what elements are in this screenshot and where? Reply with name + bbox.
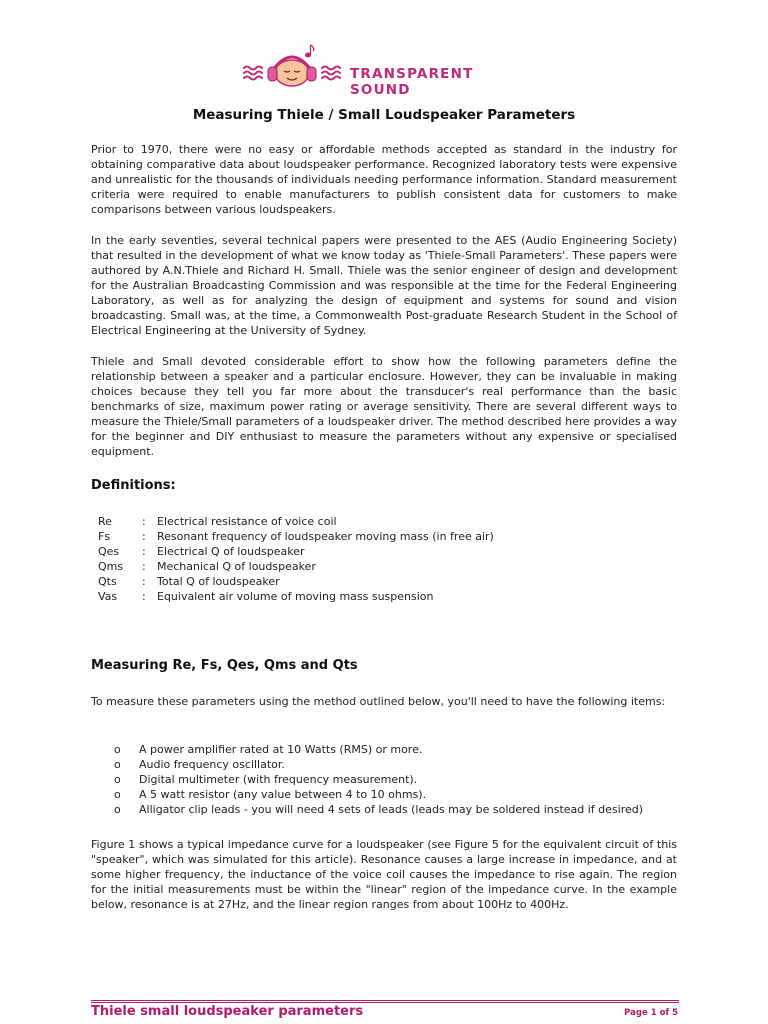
bullet-marker: o xyxy=(114,743,121,756)
history-paragraph: In the early seventies, several technical papers were presented to the AES (Audio Engineering Society) that resulted in the development of what we know today as 'Thiele-Small Parameters'. These papers were authored by A.N.Thiele and Richard H. Small. Thiele was the senior engineer of design and development for the Australian Broadcasting Commission and was responsible at the time for the Federal Engineering Laboratory, as well as for analyzing the design of equipment and systems for sound and vision broadcasting. Small was, at the time, a Commonwealth Post-graduate Research Student in the School of Electrical Engineering at the University of Sydney. xyxy=(91,234,677,337)
definition-row xyxy=(98,559,494,574)
definition-colon: : xyxy=(142,515,146,528)
measuring-heading: Measuring Re, Fs, Qes, Qms and Qts xyxy=(91,658,358,673)
definition-term: Re xyxy=(98,515,112,528)
list-item xyxy=(114,742,643,757)
definition-colon: : xyxy=(142,575,146,588)
list-item-text: Digital multimeter (with frequency measurement). xyxy=(139,773,418,786)
list-item-text: A 5 watt resistor (any value between 4 to 10 ohms). xyxy=(139,788,427,801)
list-item-text: Audio frequency oscillator. xyxy=(139,758,285,771)
footer-document-title: Thiele small loudspeaker parameters xyxy=(91,1004,364,1019)
definition-description: Equivalent air volume of moving mass suspension xyxy=(157,590,434,603)
footer-divider xyxy=(91,1000,679,1001)
definition-description: Electrical resistance of voice coil xyxy=(157,515,337,528)
list-item-text: A power amplifier rated at 10 Watts (RMS) or more. xyxy=(139,743,423,756)
definition-row xyxy=(98,529,494,544)
definition-term: Vas xyxy=(98,590,118,603)
footer-divider xyxy=(91,1002,679,1003)
equipment-list xyxy=(114,742,643,817)
impedance-paragraph: Figure 1 shows a typical impedance curve for a loudspeaker (see Figure 5 for the equivalent circuit of this "speaker", which was simulated for this article). Resonance causes a large increase in impedance, and at some higher frequency, the inductance of the voice coil causes the impedance to rise again. The region for the initial measurements must be within the "linear" region of the impedance curve. In the example below, resonance is at 27Hz, and the linear region ranges from about 100Hz to 400Hz. xyxy=(91,838,677,911)
definitions-list xyxy=(98,514,494,604)
brand-logo xyxy=(240,44,540,98)
list-item-text: Alligator clip leads - you will need 4 sets of leads (leads may be soldered instead if desired) xyxy=(139,803,644,816)
purpose-paragraph: Thiele and Small devoted considerable effort to show how the following parameters define the relationship between a speaker and a particular enclosure. However, they can be invaluable in making choices because they tell you far more about the transducer's real performance than the basic benchmarks of size, maximum power rating or average sensitivity. There are several different ways to measure the Thiele/Small parameters of a loudspeaker driver. The method described here provides a way for the beginner and DIY enthusiast to measure the parameters without any expensive or specialised equipment. xyxy=(91,355,677,458)
list-item xyxy=(114,787,643,802)
definition-row xyxy=(98,574,494,589)
bullet-marker: o xyxy=(114,788,121,801)
definition-description: Resonant frequency of loudspeaker moving mass (in free air) xyxy=(157,530,494,543)
bullet-marker: o xyxy=(114,758,121,771)
intro-paragraph: Prior to 1970, there were no easy or affordable methods accepted as standard in the industry for obtaining comparative data about loudspeaker performance. Recognized laboratory tests were expensive and unrealistic for the thousands of individuals needing performance information. Standard measurement criteria were required to enable manufacturers to publish consistent data for customers to make comparisons between various loudspeakers. xyxy=(91,143,677,216)
bullet-marker: o xyxy=(114,773,121,786)
list-item xyxy=(114,802,643,817)
definition-description: Electrical Q of loudspeaker xyxy=(157,545,305,558)
definition-term: Fs xyxy=(98,530,111,543)
brand-name: TRANSPARENT SOUND xyxy=(350,66,474,98)
definition-description: Total Q of loudspeaker xyxy=(157,575,280,588)
definition-colon: : xyxy=(142,590,146,603)
definition-row xyxy=(98,589,494,604)
list-item xyxy=(114,757,643,772)
definition-row xyxy=(98,514,494,529)
definition-row xyxy=(98,544,494,559)
definition-colon: : xyxy=(142,545,146,558)
definition-colon: : xyxy=(142,530,146,543)
definition-term: Qms xyxy=(98,560,124,573)
requirements-intro: To measure these parameters using the method outlined below, you'll need to have the following items: xyxy=(91,695,666,708)
definitions-heading: Definitions: xyxy=(91,478,176,493)
list-item xyxy=(114,772,643,787)
definition-term: Qts xyxy=(98,575,117,588)
definition-description: Mechanical Q of loudspeaker xyxy=(157,560,316,573)
headphones-face-logo-icon xyxy=(240,44,350,94)
bullet-marker: o xyxy=(114,803,121,816)
document-title: Measuring Thiele / Small Loudspeaker Parameters xyxy=(192,107,576,123)
definition-term: Qes xyxy=(98,545,120,558)
definition-colon: : xyxy=(142,560,146,573)
page-number: Page 1 of 5 xyxy=(624,1008,678,1018)
